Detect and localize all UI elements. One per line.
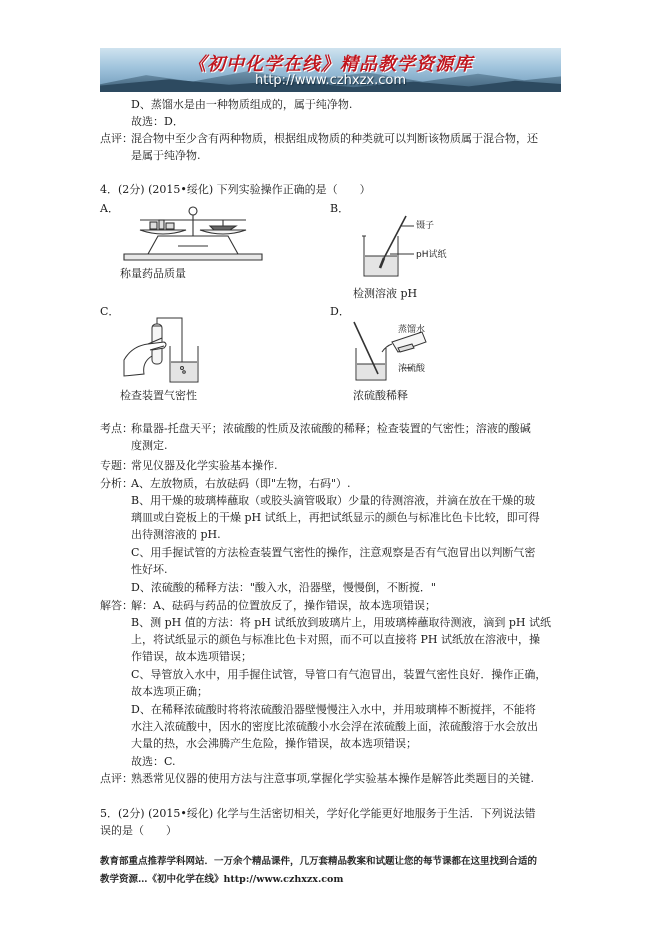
kaodian-label: 考点： (100, 422, 133, 435)
prev-comment-label: 点评： (100, 132, 133, 145)
q4-option-d: D． (330, 305, 350, 318)
fenxi-b-2: 璃皿或白瓷板上的干燥 pH 试纸上，再把试纸显示的颜色与标准比色卡比较，即可得 (131, 511, 540, 524)
caption-a: 称量药品质量 (120, 267, 186, 280)
caption-c: 检查装置气密性 (120, 389, 197, 402)
prev-comment-line-2: 是属于纯净物. (131, 149, 201, 162)
jieda-d-2: 水注入浓硫酸中，因水的密度比浓硫酸小水会浮在浓硫酸上面，浓硫酸溶于水会放出 (131, 720, 538, 733)
figure-airtightness (122, 316, 202, 384)
label-ph-paper: pH试纸 (416, 250, 447, 260)
footer-line-2: 教学资源…《初中化学在线》http://www.czhxzx.com (100, 874, 344, 885)
figure-acid-dilution (352, 318, 442, 384)
pingdian-label: 点评： (100, 772, 133, 785)
fenxi-c-2: 性好坏. (131, 563, 168, 576)
q4-option-c: C． (100, 305, 120, 318)
jieda-b-2: 上，将试纸显示的颜色与标准比色卡对照，而不可以直接将 PH 试纸放在溶液中，操 (131, 633, 540, 646)
fenxi-a: A、左放物质，右放砝码（即"左物，右码"）. (131, 477, 351, 490)
label-distilled-water: 蒸馏水 (398, 325, 426, 335)
q5-stem-2: 误的是（ ） (100, 824, 177, 837)
zhuanti-label: 专题： (100, 459, 133, 472)
prev-option-d: D、蒸馏水是由一种物质组成的，属于纯净物. (131, 98, 353, 111)
jieda-c-1: C、导管放入水中，用手握住试管，导管口有气泡冒出，装置气密性良好．操作正确， (131, 668, 547, 681)
kaodian-line-2: 度测定. (131, 439, 168, 452)
jieda-c-2: 故本选项正确； (131, 685, 208, 698)
banner-url: http://www.czhxzx.com (255, 73, 406, 88)
kaodian-line-1: 称量器-托盘天平；浓硫酸的性质及浓硫酸的稀释；检查装置的气密性；溶液的酸碱 (131, 422, 531, 435)
prev-comment-line-1: 混合物中至少含有两种物质，根据组成物质的种类就可以判断该物质属于混合物，还 (131, 132, 538, 145)
q5-stem-1: 5．(2分) (2015•绥化) 化学与生活密切相关，学好化学能更好地服务于生活．下列说法错 (100, 807, 536, 820)
fenxi-label: 分析： (100, 477, 133, 490)
banner-title: 《初中化学在线》精品教学资源库 (188, 54, 473, 75)
caption-b: 检测溶液 pH (353, 287, 418, 300)
jieda-d-3: 大量的热，水会沸腾产生危险，操作错误，故本选项错误； (131, 737, 417, 750)
q4-stem: 4．(2分) (2015•绥化) 下列实验操作正确的是（ ） (100, 183, 371, 196)
header-banner (100, 48, 561, 92)
prev-answer: 故选：D． (131, 115, 184, 128)
jieda-b-1: B、测 pH 值的方法：将 pH 试纸放到玻璃片上，用玻璃棒蘸取待测液，滴到 pH 试纸 (131, 616, 551, 629)
label-conc-acid: 浓硫酸 (398, 364, 426, 374)
zhuanti-text: 常见仪器及化学实验基本操作. (131, 459, 278, 472)
jieda-d-1: D、在稀释浓硫酸时将将浓硫酸沿器壁慢慢注入水中，并用玻璃棒不断搅拌，不能将 (131, 703, 536, 716)
label-tweezers: 镊子 (416, 221, 435, 231)
jieda-label: 解答： (100, 599, 133, 612)
fenxi-c-1: C、用手握试管的方法检查装置气密性的操作，注意观察是否有气泡冒出以判断气密 (131, 546, 536, 559)
q4-option-a: A． (100, 202, 119, 215)
footer-line-1: 教育部重点推荐学科网站．一万余个精品课件，几万套精品教案和试题让您的每节课都在这里找到合适的 (100, 856, 538, 867)
figure-balance (118, 200, 268, 262)
pingdian-text: 熟悉常见仪器的使用方法与注意事项,掌握化学实验基本操作是解答此类题目的关键. (131, 772, 534, 785)
caption-d: 浓硫酸稀释 (353, 389, 408, 402)
jieda-b-3: 作错误，故本选项错误； (131, 650, 252, 663)
fenxi-b-1: B、用干燥的玻璃棒蘸取（或胶头滴管吸取）少量的待测溶液，并滴在放在干燥的玻 (131, 494, 536, 507)
q4-option-b: B． (330, 202, 350, 215)
jieda-a: 解：A、砝码与药品的位置放反了，操作错误，故本选项错误； (131, 599, 436, 612)
jieda-answer: 故选：C. (131, 755, 176, 768)
fenxi-b-3: 出待测溶液的 pH. (131, 528, 221, 541)
fenxi-d: D、浓硫酸的稀释方法："酸入水，沿器壁，慢慢倒，不断搅．" (131, 581, 436, 594)
